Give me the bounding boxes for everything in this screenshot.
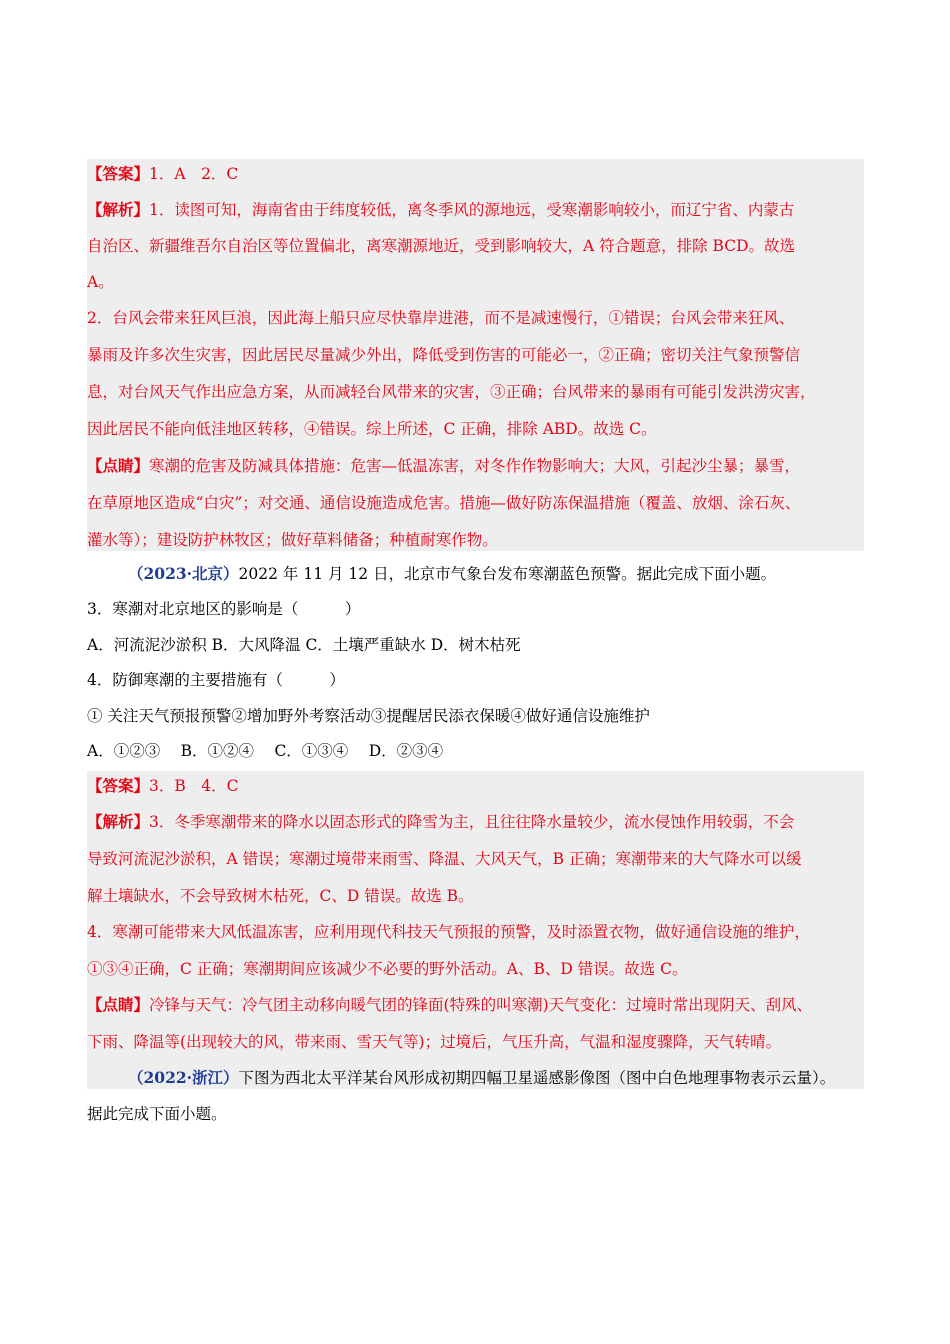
analysis-line: 【解析】1．读图可知，海南省由于纬度较低，离冬季风的源地远，受寒潮影响较小，而辽宁省、内蒙古: [87, 200, 795, 219]
analysis-line: ①③④正确，C 正确；寒潮期间应该减少不必要的野外活动。A、B、D 错误。故选 C。: [87, 960, 688, 978]
analysis-line: 自治区、新疆维吾尔自治区等位置偏北，离寒潮源地近，受到影响较大，A 符合题意，排除 BCD。故选: [87, 237, 796, 255]
question-4-items: ① 关注天气预报预警②增加野外考察活动③提醒居民添衣保暖④做好通信设施维护: [87, 707, 650, 725]
question-3-stem: 3．寒潮对北京地区的影响是（ ）: [87, 600, 361, 618]
tip-line: 下雨、降温等(出现较大的风，带来雨、雪天气等)；过境后，气压升高，气温和湿度骤降，天气转晴。: [87, 1033, 782, 1051]
question-intro: （2023·北京）2022 年 11 月 12 日，北京市气象台发布寒潮蓝色预警。据此完成下面小题。: [128, 564, 777, 583]
question-intro: （2022·浙江）下图为西北太平洋某台风形成初期四幅卫星遥感影像图（图中白色地理事物表示云量）。: [128, 1068, 836, 1087]
answer-line: 【答案】3．B 4．C: [87, 776, 239, 795]
analysis-line: A。: [87, 273, 114, 291]
analysis-line: 2．台风会带来狂风巨浪，因此海上船只应尽快靠岸进港，而不是减速慢行，①错误；台风会带来狂风、: [87, 309, 795, 327]
analysis-line: 导致河流泥沙淤积，A 错误；寒潮过境带来雨雪、降温、大风天气，B 正确；寒潮带来的大气降水可以缓: [87, 850, 802, 868]
analysis-line: 因此居民不能向低洼地区转移，④错误。综上所述，C 正确，排除 ABD。故选 C。: [87, 420, 657, 438]
analysis-line: 暴雨及许多次生灾害，因此居民尽量减少外出，降低受到伤害的可能必一，②正确；密切关注气象预警信: [87, 346, 801, 364]
analysis-line: 4．寒潮可能带来大风低温冻害，应利用现代科技天气预报的预警，及时添置衣物，做好通信设施的维护，: [87, 923, 810, 941]
tip-line: 【点睛】寒潮的危害及防减具体措施：危害—低温冻害，对冬作作物影响大；大风，引起沙尘暴；暴雪，: [87, 456, 801, 475]
tip-line: 在草原地区造成“白灾”；对交通、通信设施造成危害。措施—做好防冻保温措施（覆盖、放烟、涂石灰、: [87, 494, 801, 512]
question-4-stem: 4．防御寒潮的主要措施有（ ）: [87, 671, 345, 689]
answer-line: 【答案】1．A 2．C: [87, 164, 239, 183]
analysis-line: 解土壤缺水，不会导致树木枯死，C、D 错误。故选 B。: [87, 887, 474, 905]
question-intro-continued: 据此完成下面小题。: [87, 1105, 227, 1123]
tip-line: 灌水等）；建设防护林牧区；做好草料储备；种植耐寒作物。: [87, 531, 498, 549]
question-4-options: A．①②③ B．①②④ C．①③④ D．②③④: [87, 742, 444, 760]
analysis-line: 息，对台风天气作出应急方案，从而减轻台风带来的灾害，③正确；台风带来的暴雨有可能引发洪涝灾害，: [87, 383, 816, 401]
question-3-options: A．河流泥沙淤积 B．大风降温 C．土壤严重缺水 D．树木枯死: [87, 636, 521, 654]
analysis-line: 【解析】3．冬季寒潮带来的降水以固态形式的降雪为主，且往往降水量较少，流水侵蚀作用较弱，不会: [87, 812, 795, 831]
tip-line: 【点睛】冷锋与天气：冷气团主动移向暖气团的锋面(特殊的叫寒潮)天气变化：过境时常出现阴天、刮风、: [87, 995, 813, 1014]
